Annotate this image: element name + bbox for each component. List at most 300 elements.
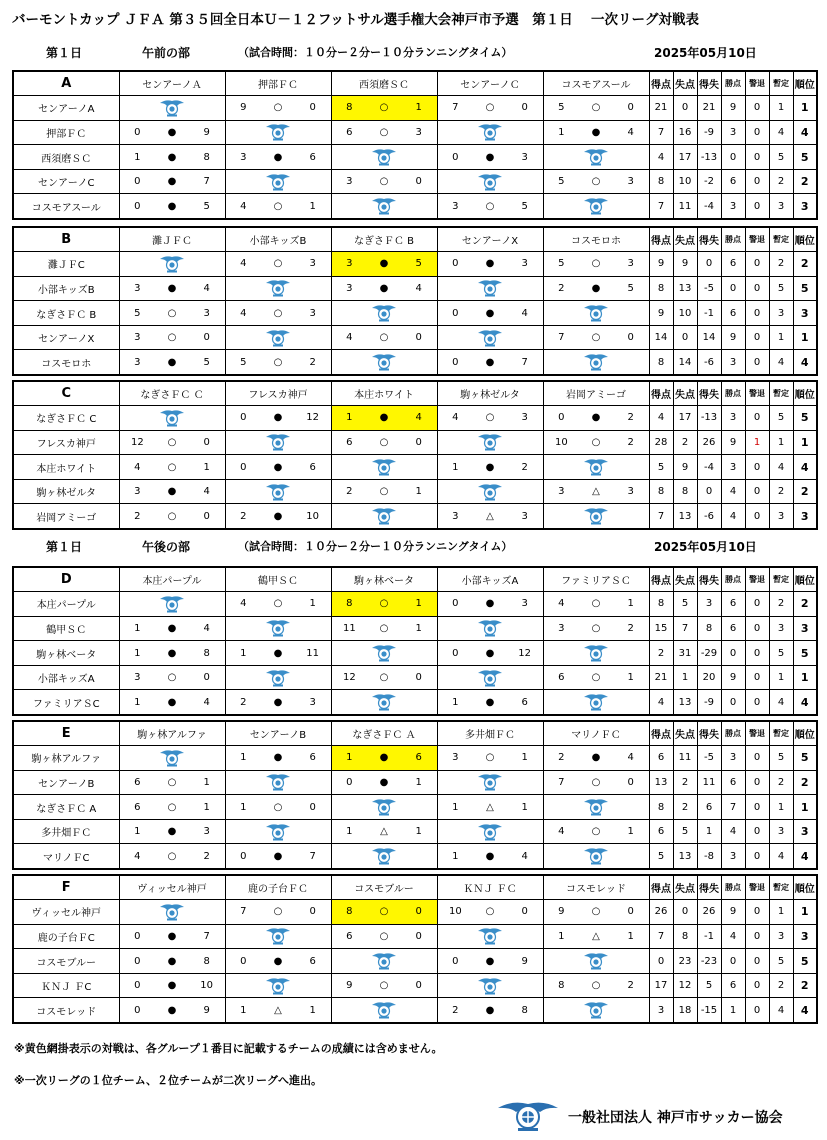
team-row (13, 949, 817, 974)
rank-value: 3 (793, 924, 817, 949)
score: 4 (134, 850, 141, 862)
team-name: 小部キッズA (13, 665, 119, 690)
match-result-cell (119, 301, 225, 326)
match-result-cell (437, 194, 543, 219)
result-symbol: ○ (591, 906, 601, 918)
score: 4 (203, 282, 210, 294)
stat-value: 0 (745, 145, 769, 170)
score: 4 (415, 282, 422, 294)
team-row (13, 900, 817, 925)
group-header-row (13, 567, 817, 592)
self-match-cell (331, 145, 437, 170)
self-match-cell (225, 924, 331, 949)
unplayed-match-cell (437, 770, 543, 795)
score: 0 (134, 955, 141, 967)
stat-value: -5 (697, 746, 721, 771)
score: 0 (415, 906, 422, 918)
stat-header: 得失 (697, 227, 721, 252)
stat-header: 順位 (793, 567, 817, 592)
self-match-cell (437, 325, 543, 350)
stat-value: 14 (697, 325, 721, 350)
group-table-c (12, 380, 818, 530)
match-result-cell (437, 795, 543, 820)
association-emblem-icon (477, 823, 503, 841)
team-name: コスモアスール (13, 194, 119, 219)
unplayed-match-cell (331, 504, 437, 529)
stat-header: 失点 (673, 875, 697, 900)
score: 1 (452, 461, 459, 473)
score: 7 (309, 850, 316, 862)
result-symbol: ● (167, 930, 177, 942)
result-symbol: ○ (273, 307, 283, 319)
team-name: なぎさＦＣ C (13, 406, 119, 431)
self-match-cell (225, 770, 331, 795)
association-emblem-icon (159, 749, 185, 767)
opponent-header: 岩岡アミーゴ (543, 381, 649, 406)
stat-header: 失点 (673, 567, 697, 592)
score: 12 (518, 647, 531, 659)
result-symbol: ○ (591, 776, 601, 788)
team-name: 本庄パープル (13, 592, 119, 617)
result-symbol: ○ (591, 258, 601, 270)
match-result-cell (119, 325, 225, 350)
stat-header: 得点 (649, 381, 673, 406)
result-symbol: ○ (591, 102, 601, 114)
opponent-header: なぎさＦＣ B (331, 227, 437, 252)
self-match-cell (543, 350, 649, 375)
stat-value: 2 (769, 592, 793, 617)
session-date: 2025年05月10日 (654, 540, 757, 554)
team-row (13, 430, 817, 455)
result-symbol: ○ (485, 906, 495, 918)
match-result-cell (543, 900, 649, 925)
result-symbol: ● (591, 126, 601, 138)
self-match-cell (437, 819, 543, 844)
result-symbol: ● (379, 776, 389, 788)
stat-value: 5 (769, 949, 793, 974)
result-symbol: △ (486, 801, 494, 813)
stat-value: 20 (697, 665, 721, 690)
stat-value: 4 (649, 406, 673, 431)
team-row (13, 325, 817, 350)
match-result-cell (437, 252, 543, 277)
result-symbol: ● (379, 258, 389, 270)
score: 1 (309, 1004, 316, 1016)
stat-value: 3 (769, 616, 793, 641)
team-name: フレスカ神戸 (13, 430, 119, 455)
score: 2 (346, 486, 353, 498)
stat-value: 11 (673, 194, 697, 219)
match-result-cell (331, 973, 437, 998)
stat-value: 17 (673, 406, 697, 431)
stat-value: 0 (745, 252, 769, 277)
score: 0 (240, 850, 247, 862)
score: 0 (521, 906, 528, 918)
team-row (13, 795, 817, 820)
session-match-time: （試合時間：１０分ー２分ー１０分ランニングタイム） (238, 540, 513, 553)
unplayed-match-cell (331, 690, 437, 715)
unplayed-match-cell (331, 844, 437, 869)
association-emblem-icon (265, 483, 291, 501)
stat-value: 3 (697, 592, 721, 617)
stat-header: 警退 (745, 71, 769, 96)
result-symbol: ● (379, 282, 389, 294)
stat-value: 26 (697, 900, 721, 925)
match-result-cell (331, 252, 437, 277)
score: 3 (521, 598, 528, 610)
match-result-cell (119, 770, 225, 795)
match-result-cell (225, 795, 331, 820)
team-name: センアーノA (13, 96, 119, 121)
score: 1 (346, 412, 353, 424)
group-name: D (13, 567, 119, 592)
team-row (13, 479, 817, 504)
score: 1 (415, 826, 422, 838)
association-emblem-icon (477, 773, 503, 791)
rank-value: 4 (793, 455, 817, 480)
score: 7 (521, 356, 528, 368)
score: 6 (309, 955, 316, 967)
team-name: コスモレッド (13, 998, 119, 1023)
stat-value: 5 (769, 276, 793, 301)
score: 9 (240, 102, 247, 114)
stat-value: -1 (697, 924, 721, 949)
match-result-cell (225, 998, 331, 1023)
score: 3 (309, 307, 316, 319)
score: 10 (306, 510, 319, 522)
stat-value: 8 (649, 350, 673, 375)
rank-value: 1 (793, 96, 817, 121)
score: 4 (627, 752, 634, 764)
stat-value: 5 (769, 746, 793, 771)
stat-value: 9 (721, 900, 745, 925)
stat-value: 3 (721, 455, 745, 480)
score: 0 (415, 980, 422, 992)
score: 3 (346, 176, 353, 188)
result-symbol: ○ (273, 598, 283, 610)
match-result-cell (437, 455, 543, 480)
opponent-header: なぎさＦＣ Ａ (331, 721, 437, 746)
score: 7 (452, 102, 459, 114)
match-result-cell (331, 924, 437, 949)
score: 3 (558, 486, 565, 498)
team-row (13, 194, 817, 219)
score: 3 (134, 486, 141, 498)
stat-value: 8 (649, 276, 673, 301)
match-result-cell (331, 479, 437, 504)
association-emblem-icon (583, 798, 609, 816)
opponent-header: 鶴甲ＳＣ (225, 567, 331, 592)
score: 5 (627, 282, 634, 294)
result-symbol: ● (591, 412, 601, 424)
association-emblem-icon (477, 669, 503, 687)
stat-value: 13 (673, 276, 697, 301)
score: 3 (558, 622, 565, 634)
unplayed-match-cell (437, 616, 543, 641)
result-symbol: ● (167, 176, 177, 188)
association-emblem-icon (371, 458, 397, 476)
self-match-cell (437, 665, 543, 690)
score: 7 (203, 930, 210, 942)
opponent-header: 灘ＪＦＣ (119, 227, 225, 252)
result-symbol: ○ (485, 102, 495, 114)
score: 0 (452, 258, 459, 270)
score: 6 (309, 752, 316, 764)
match-result-cell (225, 690, 331, 715)
match-result-cell (119, 998, 225, 1023)
stat-header: 得失 (697, 71, 721, 96)
stat-header: 勝点 (721, 227, 745, 252)
self-match-cell (437, 973, 543, 998)
stat-value: 0 (745, 690, 769, 715)
stat-value: 5 (697, 973, 721, 998)
team-name: 多井畑ＦＣ (13, 819, 119, 844)
score: 1 (240, 647, 247, 659)
association-emblem-icon (583, 952, 609, 970)
group-table-d (12, 566, 818, 716)
score: 3 (521, 258, 528, 270)
opponent-header: コスモブルー (331, 875, 437, 900)
score: 4 (452, 412, 459, 424)
stat-value: -2 (697, 169, 721, 194)
stat-value: 8 (649, 592, 673, 617)
stat-header: 得点 (649, 71, 673, 96)
stat-value: 0 (745, 325, 769, 350)
stat-value: -8 (697, 844, 721, 869)
score: 1 (203, 801, 210, 813)
score: 3 (346, 282, 353, 294)
stat-value: 0 (745, 96, 769, 121)
score: 1 (415, 598, 422, 610)
result-symbol: ● (485, 598, 495, 610)
team-row (13, 455, 817, 480)
match-result-cell (543, 406, 649, 431)
result-symbol: ○ (591, 176, 601, 188)
association-emblem-icon (477, 483, 503, 501)
page-title: バーモントカップ ＪＦＡ 第３５回全日本Ｕ－１２フットサル選手権大会神戸市予選 第１日 一次リーグ対戦表 (12, 12, 699, 28)
unplayed-match-cell (543, 455, 649, 480)
result-symbol: ● (591, 282, 601, 294)
self-match-cell (437, 169, 543, 194)
stat-value: 28 (649, 430, 673, 455)
score: 3 (134, 356, 141, 368)
score: 0 (415, 930, 422, 942)
result-symbol: ○ (273, 906, 283, 918)
group-name: C (13, 381, 119, 406)
group-header-row (13, 227, 817, 252)
stat-value: 3 (649, 998, 673, 1023)
stat-value: -4 (697, 194, 721, 219)
team-name: 岩岡アミーゴ (13, 504, 119, 529)
match-result-cell (331, 276, 437, 301)
team-name: コスモブルー (13, 949, 119, 974)
rank-value: 2 (793, 252, 817, 277)
score: 0 (309, 906, 316, 918)
team-name: 駒ヶ林アルファ (13, 746, 119, 771)
score: 5 (558, 176, 565, 188)
score: 8 (346, 906, 353, 918)
unplayed-match-cell (543, 301, 649, 326)
score: 1 (134, 151, 141, 163)
opponent-header: センアーノＣ (437, 71, 543, 96)
stat-value: 0 (673, 900, 697, 925)
opponent-header: 駒ヶ林アルファ (119, 721, 225, 746)
stat-value: -6 (697, 504, 721, 529)
stat-value: 9 (673, 252, 697, 277)
opponent-header: センアーノX (437, 227, 543, 252)
score: 8 (521, 1004, 528, 1016)
score: 2 (240, 696, 247, 708)
stat-value: -23 (697, 949, 721, 974)
opponent-header: 駒ヶ林ベータ (331, 567, 437, 592)
association-emblem-icon (265, 773, 291, 791)
match-result-cell (119, 276, 225, 301)
stat-header: 順位 (793, 381, 817, 406)
stat-header: 得失 (697, 567, 721, 592)
score: 2 (558, 752, 565, 764)
stat-header: 勝点 (721, 567, 745, 592)
score: 11 (342, 622, 356, 634)
rank-value: 5 (793, 949, 817, 974)
association-emblem-icon (371, 693, 397, 711)
match-result-cell (225, 455, 331, 480)
team-name: センアーノX (13, 325, 119, 350)
result-symbol: ● (379, 412, 389, 424)
score: 1 (240, 1004, 247, 1016)
stat-value: 1 (769, 96, 793, 121)
result-symbol: ● (273, 412, 283, 424)
score: 0 (240, 412, 247, 424)
self-match-cell (119, 592, 225, 617)
result-symbol: ○ (379, 126, 389, 138)
stat-value: 3 (721, 844, 745, 869)
score: 12 (306, 412, 319, 424)
rank-value: 5 (793, 276, 817, 301)
stat-value: 2 (769, 973, 793, 998)
result-symbol: ○ (167, 850, 177, 862)
score: 0 (627, 906, 634, 918)
team-name: なぎさＦＣ A (13, 795, 119, 820)
match-result-cell (331, 406, 437, 431)
stat-header: 暫定 (769, 875, 793, 900)
stat-value: 8 (649, 795, 673, 820)
result-symbol: ● (485, 307, 495, 319)
result-symbol: ● (591, 752, 601, 764)
score: 3 (415, 126, 422, 138)
match-result-cell (119, 350, 225, 375)
stat-value: 3 (769, 924, 793, 949)
association-emblem-icon (265, 173, 291, 191)
match-result-cell (225, 252, 331, 277)
score: 2 (309, 356, 316, 368)
rank-value: 4 (793, 998, 817, 1023)
opponent-header: 小部キッズB (225, 227, 331, 252)
opponent-header: 本庄パープル (119, 567, 225, 592)
self-match-cell (225, 120, 331, 145)
self-match-cell (543, 998, 649, 1023)
association-emblem-icon (371, 148, 397, 166)
score: 2 (627, 622, 634, 634)
stat-value: 9 (649, 301, 673, 326)
score: 3 (452, 752, 459, 764)
group-name: E (13, 721, 119, 746)
rank-value: 5 (793, 746, 817, 771)
match-result-cell (331, 592, 437, 617)
rank-value: 1 (793, 900, 817, 925)
rank-value: 2 (793, 770, 817, 795)
unplayed-match-cell (437, 924, 543, 949)
score: 0 (134, 176, 141, 188)
stat-value: 0 (721, 690, 745, 715)
team-row (13, 616, 817, 641)
team-row (13, 844, 817, 869)
match-result-cell (119, 145, 225, 170)
association-emblem-icon (477, 173, 503, 191)
association-emblem-icon (583, 847, 609, 865)
stat-header: 順位 (793, 875, 817, 900)
stat-value: 7 (673, 616, 697, 641)
score: 5 (134, 307, 141, 319)
opponent-header: 多井畑ＦＣ (437, 721, 543, 746)
group-table-f (12, 874, 818, 1024)
stat-value: 0 (721, 145, 745, 170)
opponent-header: マリノＦＣ (543, 721, 649, 746)
unplayed-match-cell (225, 819, 331, 844)
team-row (13, 998, 817, 1023)
team-row (13, 120, 817, 145)
score: 12 (130, 436, 144, 448)
opponent-header: なぎさＦＣ Ｃ (119, 381, 225, 406)
stat-header: 順位 (793, 227, 817, 252)
team-name: マリノＦC (13, 844, 119, 869)
stat-value: 14 (649, 325, 673, 350)
stat-value: 3 (721, 120, 745, 145)
stat-value: 0 (745, 194, 769, 219)
result-symbol: ● (485, 151, 495, 163)
stat-value: 0 (745, 746, 769, 771)
self-match-cell (119, 96, 225, 121)
match-result-cell (119, 949, 225, 974)
score: 4 (415, 412, 422, 424)
stat-header: 暫定 (769, 227, 793, 252)
rank-value: 5 (793, 145, 817, 170)
match-result-cell (119, 665, 225, 690)
stat-value: 0 (673, 325, 697, 350)
score: 4 (521, 850, 528, 862)
association-emblem-icon (583, 693, 609, 711)
stat-value: 1 (745, 430, 769, 455)
score: 0 (452, 598, 459, 610)
team-row (13, 665, 817, 690)
stat-value: 0 (745, 616, 769, 641)
result-symbol: ● (167, 1004, 177, 1016)
result-symbol: △ (486, 510, 494, 522)
association-emblem-icon (583, 197, 609, 215)
rank-value: 2 (793, 973, 817, 998)
stat-value: 2 (769, 252, 793, 277)
score: 4 (346, 332, 353, 344)
stat-value: 0 (745, 665, 769, 690)
stat-value: 0 (745, 406, 769, 431)
score: 3 (309, 258, 316, 270)
result-symbol: ● (167, 486, 177, 498)
score: 1 (134, 647, 141, 659)
self-match-cell (331, 455, 437, 480)
session-period: 午前の部 (142, 46, 191, 60)
match-result-cell (119, 924, 225, 949)
match-result-cell (331, 169, 437, 194)
score: 4 (203, 622, 210, 634)
